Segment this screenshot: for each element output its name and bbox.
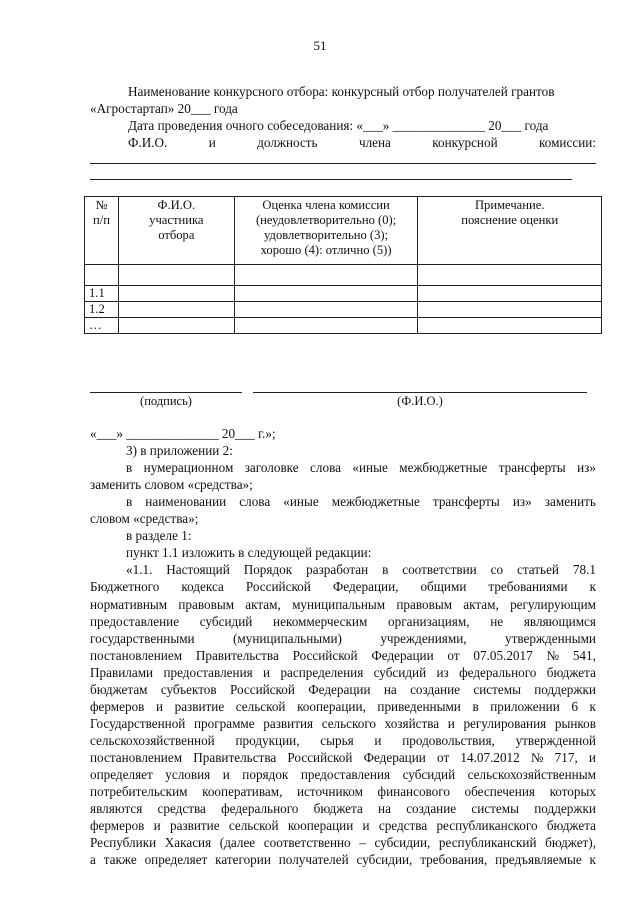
body-line: в разделе 1: xyxy=(126,528,192,544)
body-line: в нумерационном заголовке слова «иные межбюджетные трансферты из» xyxy=(126,460,596,476)
interview-date-line: Дата проведения очного собеседования: «___» ______________ 20___ года xyxy=(128,118,549,133)
header-text: № xyxy=(95,198,108,212)
row-number-cell: 1.1 xyxy=(85,286,119,302)
body-line: Государственной программе развития сельского хозяйства и регулирования рынков xyxy=(90,715,596,731)
header-number xyxy=(85,197,119,265)
body-line: Республики Хакасия (далее соответственно – субсидии, республиканский бюджет), xyxy=(90,835,596,851)
row-number-cell: 1.2 xyxy=(85,302,119,318)
fio-word: и xyxy=(208,135,216,150)
header-text: пояснение оценки xyxy=(461,213,559,227)
contest-name-line: Наименование конкурсного отбора: конкурсный отбор получателей грантов xyxy=(128,84,555,99)
fill-in-line xyxy=(90,163,596,164)
table-cell xyxy=(118,265,234,286)
contest-name-line-2: «Агростартап» 20___ года xyxy=(90,101,238,116)
fio-word: должность xyxy=(257,135,318,150)
body-line: являются средства федерального бюджета на создание системы поддержки xyxy=(90,801,596,816)
header-text: хорошо (4): отлично (5)) xyxy=(260,243,392,257)
name-label: (Ф.И.О.) xyxy=(397,394,443,408)
signature-label: (подпись) xyxy=(140,394,192,408)
page-number: 51 xyxy=(313,38,327,53)
table-cell xyxy=(118,286,234,302)
table-cell xyxy=(234,265,418,286)
fio-word: члена xyxy=(358,135,391,150)
header-note xyxy=(418,197,602,265)
table-row xyxy=(85,318,602,334)
body-line: государственными (муниципальными) учреждениями, утвержденными xyxy=(90,630,596,646)
table-row xyxy=(85,286,602,302)
body-line: сельскохозяйственной продукции, сырья и продовольствия, утвержденной xyxy=(90,732,596,748)
header-text: Примечание. xyxy=(474,198,545,212)
body-line: постановлением Правительства Российской Федерации от 14.07.2012 № 717, и xyxy=(90,749,596,765)
table-cell xyxy=(234,302,418,318)
body-line: определяет условия и порядок предоставления субсидий сельскохозяйственным xyxy=(90,767,596,782)
commission-member-line xyxy=(128,135,596,151)
header-text: Ф.И.О. xyxy=(157,198,196,212)
header-member-score xyxy=(234,197,418,265)
table-cell xyxy=(118,302,234,318)
fill-in-line xyxy=(90,179,572,180)
row-number-cell xyxy=(85,265,119,286)
table-cell xyxy=(234,318,418,334)
header-participant-name xyxy=(118,197,234,265)
signature-line xyxy=(90,392,242,393)
body-line: заменить словом «средства»; xyxy=(90,477,253,493)
body-line: 3) в приложении 2: xyxy=(126,443,233,458)
body-line: словом «средства»; xyxy=(90,511,199,527)
date-line: «___» ______________ 20___ г.»; xyxy=(90,426,276,441)
body-line: постановлением Правительства Российской Федерации от 07.05.2017 № 541, xyxy=(90,647,596,663)
table-header-row xyxy=(85,197,602,265)
header-text: участника xyxy=(149,213,204,227)
body-line: Бюджетного кодекса Российской Федерации, общими требованиями к xyxy=(90,579,596,595)
body-line: бюджетам субъектов Российской Федерации на создание системы поддержки xyxy=(90,681,596,697)
table-row xyxy=(85,302,602,318)
header-text: отбора xyxy=(158,228,195,242)
body-line: пункт 1.1 изложить в следующей редакции: xyxy=(126,545,372,561)
body-line: а также определяет категории получателей субсидии, требования, предъявляемые к xyxy=(90,852,596,868)
fio-word: Ф.И.О. xyxy=(128,135,168,150)
body-line: потребительским кооперативам, источником финансового обеспечения которых xyxy=(90,784,596,799)
table-cell xyxy=(418,318,602,334)
fio-word: конкурсной xyxy=(432,135,498,150)
table-cell xyxy=(234,286,418,302)
table-cell xyxy=(418,302,602,318)
table-row xyxy=(85,265,602,286)
header-text: удовлетворительно (3); xyxy=(264,228,389,242)
body-line: предоставление субсидий некоммерческим организациям, не являющимся xyxy=(90,613,596,629)
name-line xyxy=(253,392,587,393)
body-line: нормативным правовым актам, муниципальным правовым актам, регулирующим xyxy=(90,596,596,612)
evaluation-table xyxy=(84,196,602,334)
header-text: (неудовлетворительно (0); xyxy=(255,213,397,227)
row-number-cell: … xyxy=(85,318,119,334)
fio-word: комиссии: xyxy=(539,135,596,150)
body-line: Правилами предоставления и распределения субсидий из федерального бюджета xyxy=(90,664,596,680)
header-text: п/п xyxy=(92,213,110,227)
table-cell xyxy=(418,265,602,286)
body-line: фермеров и развитие сельской кооперации, приведенными в приложении 6 к xyxy=(90,698,596,714)
body-line: в наименовании слова «иные межбюджетные трансферты из» заменить xyxy=(126,494,596,510)
header-text: Оценка члена комиссии xyxy=(262,198,390,212)
body-line: фермеров и развитие сельской кооперации и средства республиканского бюджета xyxy=(90,818,596,834)
table-cell xyxy=(418,286,602,302)
body-line: «1.1. Настоящий Порядок разработан в соответствии со статьей 78.1 xyxy=(126,562,596,578)
table-cell xyxy=(118,318,234,334)
